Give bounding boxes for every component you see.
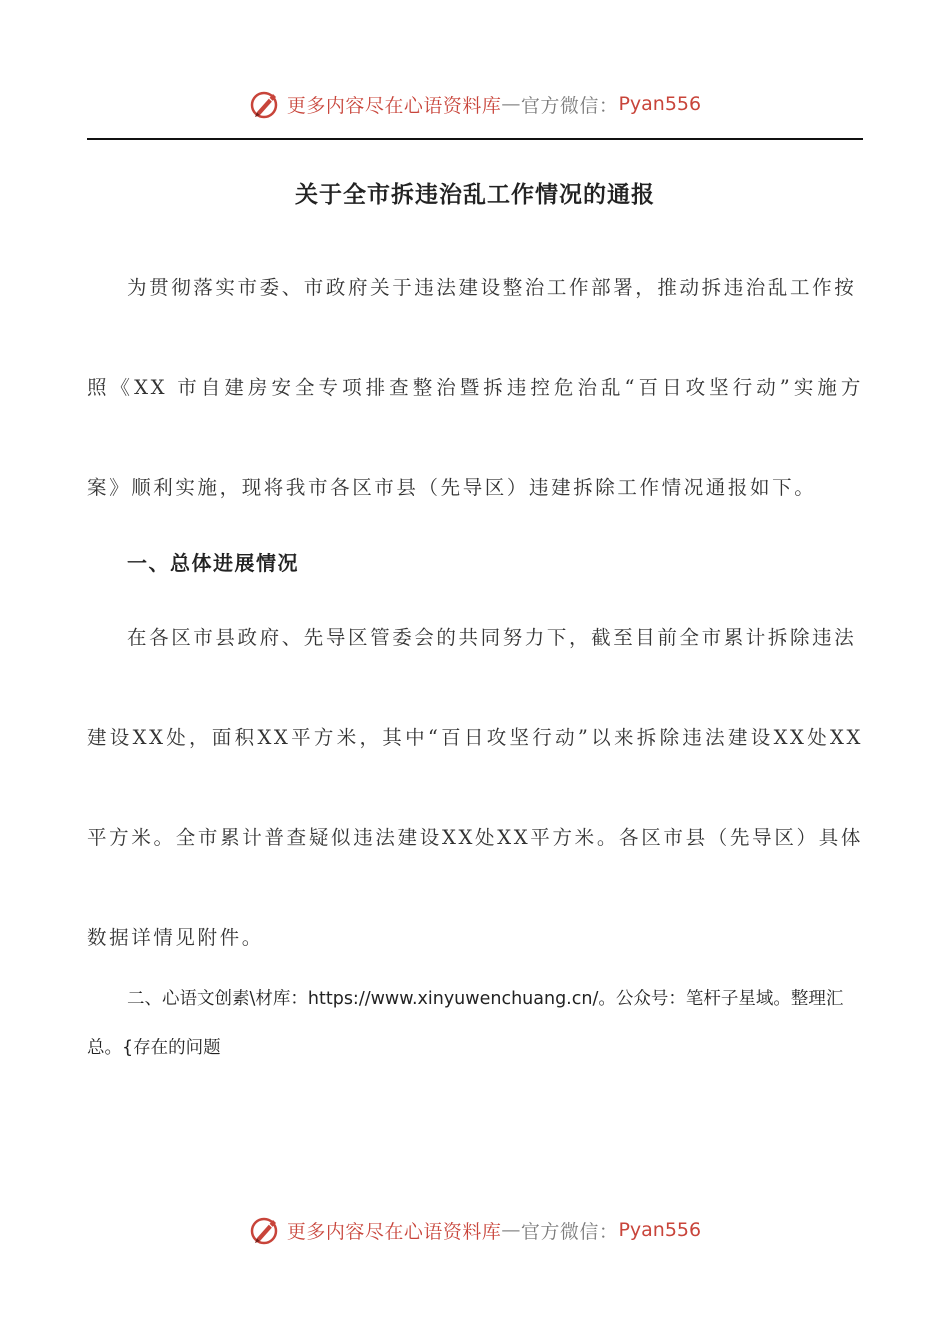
banner-dash: — [501, 93, 521, 115]
section1-line-2: 建设XX处，面积XX平方米，其中“百日攻坚行动”以来拆除违法建设XX处XX [87, 726, 863, 749]
header-banner [0, 84, 950, 124]
section1-line-1: 在各区市县政府、先导区管委会的共同努力下，截至目前全市累计拆除违法 [127, 626, 857, 649]
section1-line-4: 数据详情见附件。 [87, 926, 264, 949]
banner-wechat-id: Pyan556 [618, 1219, 702, 1241]
banner-official-label: 官方微信： [520, 94, 619, 117]
footer-banner [0, 1210, 950, 1250]
section-heading-overall-progress: 一、总体进展情况 [127, 551, 299, 575]
section1-line-3: 平方米。全市累计普查疑似违法建设XX处XX平方米。各区市县（先导区）具体 [87, 826, 863, 849]
header-divider [87, 138, 863, 140]
banner-main-text: 更多内容尽在心语资料库 [286, 94, 502, 117]
section2-line-2: 总。{存在的问题 [87, 1038, 221, 1058]
banner-wechat-id: Pyan556 [618, 93, 702, 115]
pen-logo-icon [249, 88, 281, 120]
document-title: 关于全市拆违治乱工作情况的通报 [295, 181, 655, 208]
intro-line-2: 照《XX 市自建房安全专项排查整治暨拆违控危治乱“百日攻坚行动”实施方 [87, 376, 863, 399]
pen-logo-icon [249, 1214, 281, 1246]
intro-line-3: 案》顺利实施，现将我市各区市县（先导区）违建拆除工作情况通报如下。 [87, 476, 817, 499]
banner-official-label: 官方微信： [520, 1220, 619, 1243]
banner-main-text: 更多内容尽在心语资料库 [286, 1220, 502, 1243]
banner-dash: — [501, 1219, 521, 1241]
intro-line-1: 为贯彻落实市委、市政府关于违法建设整治工作部署，推动拆违治乱工作按 [127, 276, 857, 299]
section2-line-1: 二、心语文创素\材库：https://www.xinyuwenchuang.cn/。公众号：笔杆子星域。整理汇 [127, 989, 844, 1009]
